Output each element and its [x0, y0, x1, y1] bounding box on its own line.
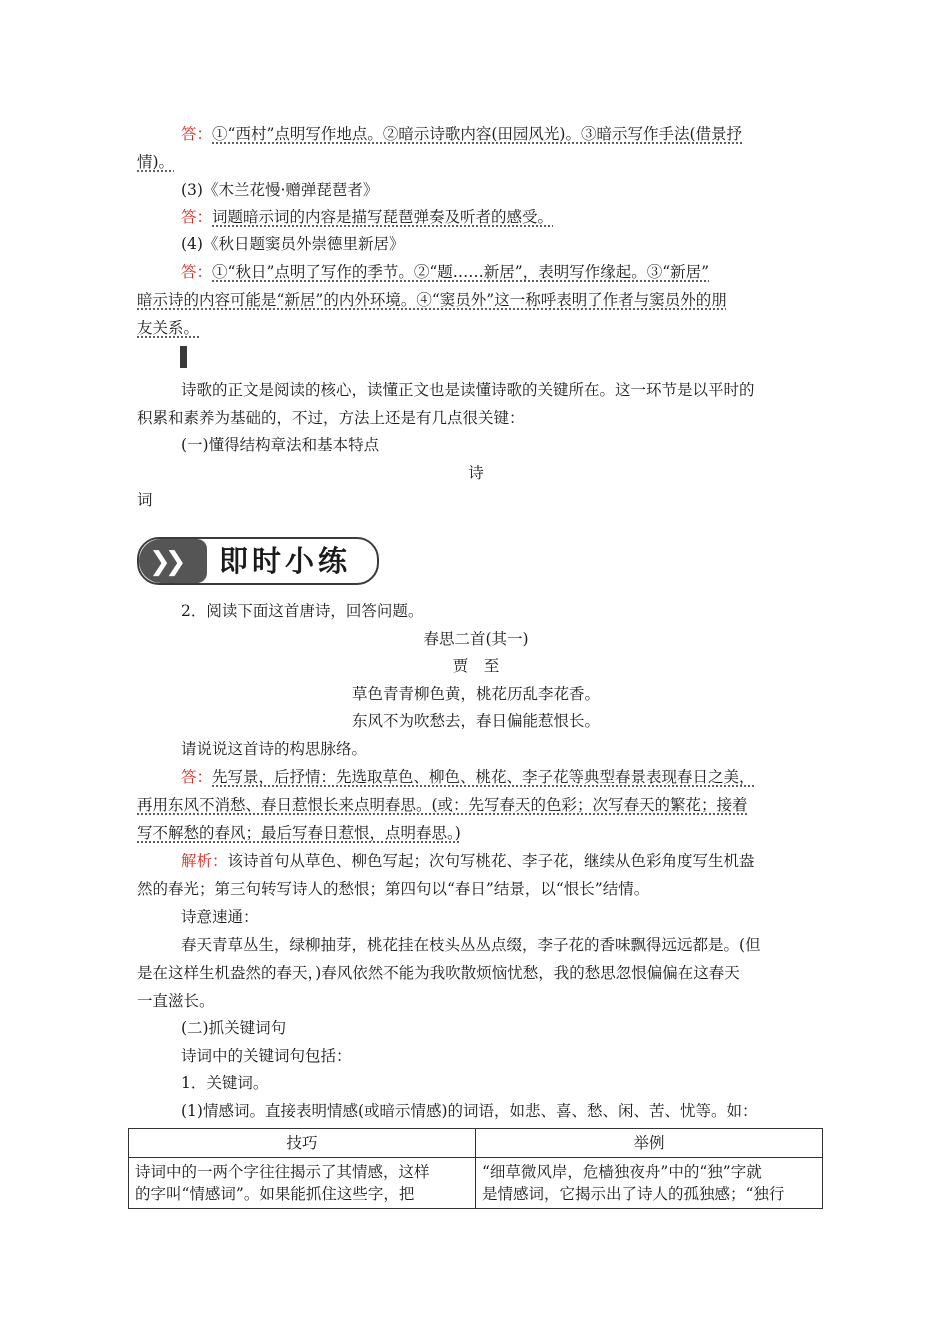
- answer-text: 写不解愁的春风；最后写春日惹恨，点明春思。): [137, 824, 461, 842]
- answer-text: 暗示诗的内容可能是“新居”的内外环境。④“窦员外”这一称呼表明了作者与窦员外的朋: [137, 291, 727, 309]
- analysis-text: 该诗首句从草色、柳色写起；次句写桃花、李子花，继续从色彩角度写生机盎: [227, 852, 755, 870]
- center-char: 诗: [468, 464, 484, 482]
- intro-text: 积累和素养为基础的，不过，方法上还是有几点很关键：: [137, 409, 525, 427]
- answer-text: 再用东风不消愁、春日惹恨长来点明春思。(或：先写春天的色彩；次写春天的繁花；接着: [137, 796, 748, 814]
- cell-line: 是情感词，它揭示出了诗人的孤独感；“独行: [482, 1185, 785, 1203]
- table-header: 举例: [476, 1129, 823, 1158]
- answer-line: [137, 152, 815, 172]
- double-chevron-icon: ❯❯: [149, 547, 181, 577]
- answer-text: 词题暗示词的内容是描写琵琶弹奏及听者的感受。: [212, 208, 554, 226]
- answer-line: [137, 318, 815, 338]
- analysis-line: [181, 851, 815, 871]
- answer-line: [137, 795, 815, 815]
- answer-text: ①“西村”点明写作地点。②暗示诗歌内容(田园风光)。③暗示写作手法(借景抒: [212, 125, 743, 143]
- item-title: (4)《秋日题窦员外崇德里新居》: [181, 235, 405, 253]
- practice-banner: [137, 537, 379, 585]
- answer-line: [181, 124, 815, 144]
- answer-line: [181, 767, 815, 787]
- answer-label: 答：: [181, 263, 213, 281]
- answer-label: 答：: [181, 208, 213, 226]
- analysis-label: 解析：: [181, 852, 228, 870]
- question: 2．阅读下面这首唐诗，回答问题。: [181, 602, 424, 620]
- answer-label: 答：: [181, 125, 213, 143]
- poem-line: 东风不为吹愁去，春日偏能惹恨长。: [351, 712, 600, 730]
- answer-line: [181, 262, 815, 282]
- cell-line: “细草微风岸，危樯独夜舟”中的“独”字就: [482, 1163, 762, 1181]
- section-marker: [180, 346, 187, 368]
- banner-icon-bg: [139, 539, 207, 583]
- left-char: 词: [137, 491, 153, 509]
- body-text: (1)情感词。直接表明情感(或暗示情感)的词语，如悲、喜、愁、闲、苦、忧等。如：: [181, 1102, 758, 1120]
- cell-line: 的字叫“情感词”。如果能抓住这些字，把: [135, 1185, 415, 1203]
- table-cell: [476, 1158, 823, 1209]
- table-header: 技巧: [129, 1129, 476, 1158]
- meaning-text: 是在这样生机盎然的春天，)春风依然不能为我吹散烦恼忧愁，我的愁思忽恨偏偏在这春天: [137, 964, 740, 982]
- meaning-label: 诗意速通：: [181, 908, 259, 926]
- intro-text: 诗歌的正文是阅读的核心，读懂正文也是读懂诗歌的关键所在。这一环节是以平时的: [181, 381, 755, 399]
- answer-label: 答：: [181, 768, 213, 786]
- answer-text: 友关系。: [137, 319, 200, 337]
- answer-line: [137, 823, 815, 843]
- technique-table: [128, 1128, 823, 1209]
- table-cell: [129, 1158, 476, 1209]
- section-heading: (一)懂得结构章法和基本特点: [181, 436, 380, 454]
- answer-text: 先写景，后抒情：先选取草色、柳色、桃花、李子花等典型春景表现春日之美，: [212, 768, 755, 786]
- prompt: 请说说这首诗的构思脉络。: [181, 740, 368, 758]
- body-text: 1．关键词。: [181, 1074, 269, 1092]
- poem-title: 春思二首(其一): [423, 630, 529, 648]
- body-text: 诗词中的关键词句包括：: [181, 1047, 352, 1065]
- banner-title: 即时小练: [219, 544, 352, 578]
- table-header-row: [129, 1129, 823, 1158]
- poem-author: 贾 至: [452, 657, 500, 675]
- poem-line: 草色青青柳色黄，桃花历乱李花香。: [351, 685, 600, 703]
- item-title: (3)《木兰花慢·赠弹琵琶者》: [181, 181, 379, 199]
- table-row: [129, 1158, 823, 1209]
- answer-line: [181, 207, 815, 227]
- cell-line: 诗词中的一两个字往往揭示了其情感，这样: [135, 1163, 430, 1181]
- answer-text: ①“秋日”点明了写作的季节。②“题……新居”，表明写作缘起。③“新居”: [212, 263, 710, 281]
- meaning-text: 一直滋长。: [137, 992, 215, 1010]
- answer-text: 情)。: [137, 153, 175, 171]
- answer-line: [137, 290, 815, 310]
- section-heading: (二)抓关键词句: [181, 1019, 287, 1037]
- meaning-text: 春天青草丛生，绿柳抽芽，桃花挂在枝头丛丛点缀，李子花的香味飘得远远都是。(但: [181, 936, 761, 954]
- analysis-line: 然的春光；第三句转写诗人的愁恨；第四句以“春日”结景，以“恨长”结情。: [137, 880, 650, 898]
